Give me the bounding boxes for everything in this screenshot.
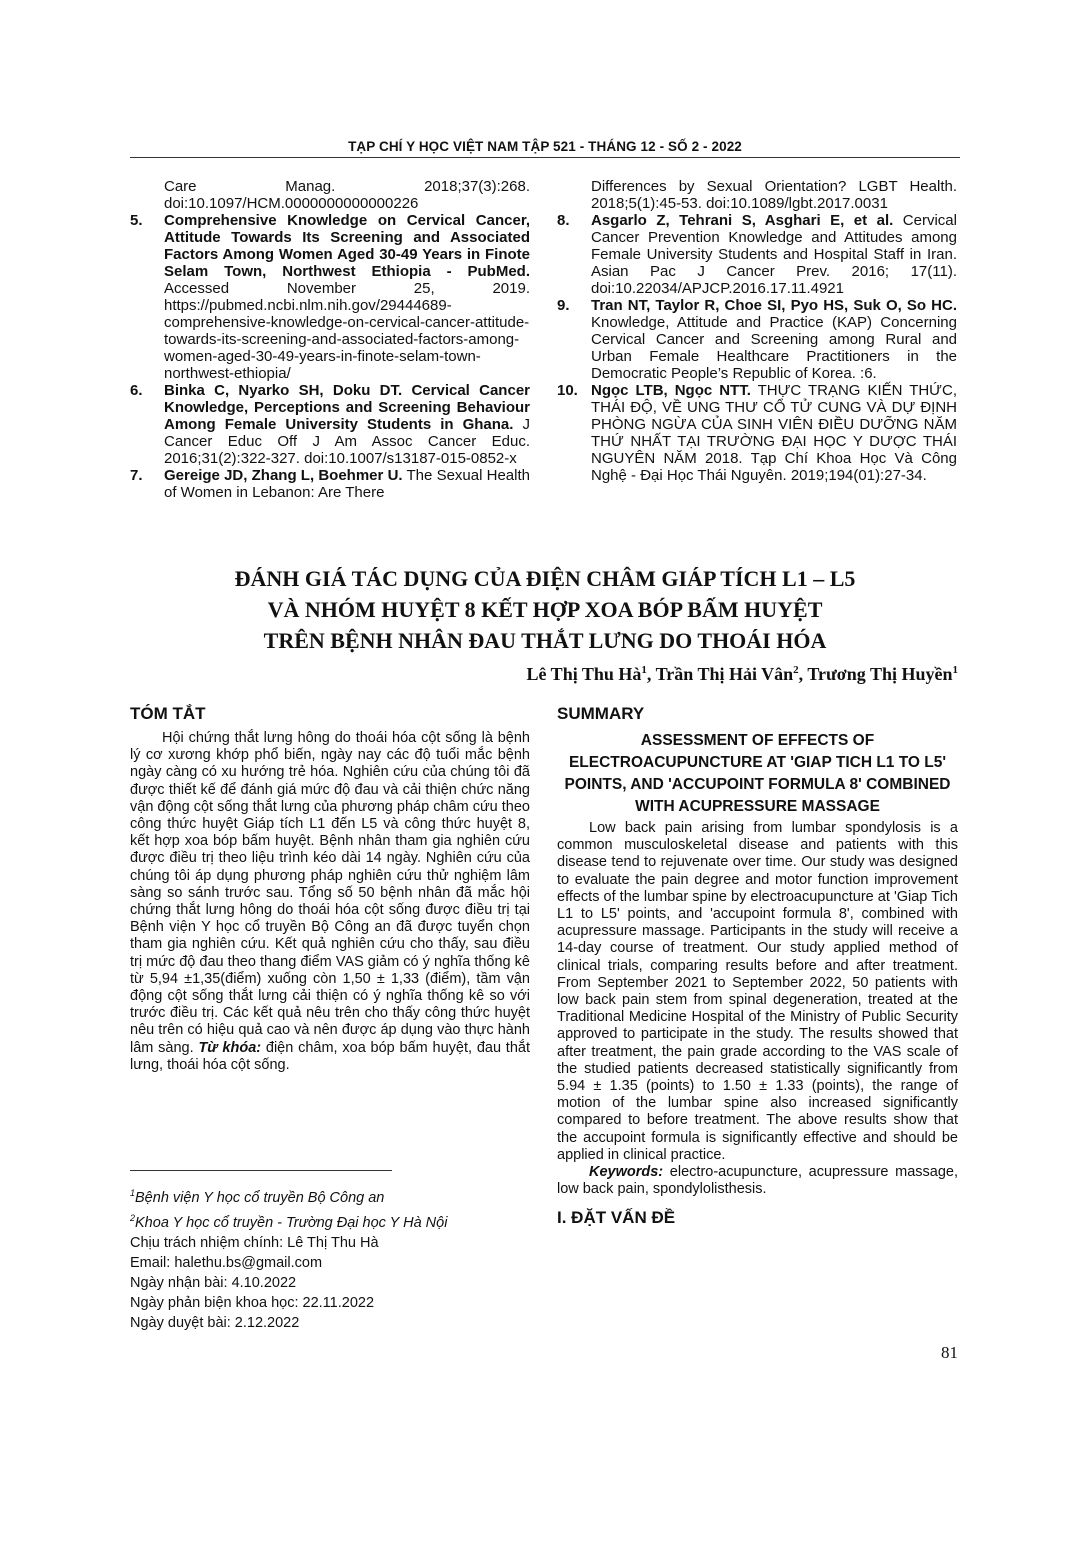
- reference-details: J Cancer Educ Off J Am Assoc Cancer Educ. 2016;31(2):322-327. doi:10.1007/s13187-015-0852-x: [164, 416, 530, 467]
- author-list: [130, 664, 958, 685]
- reference-item: [130, 382, 530, 467]
- author-separator: ,: [646, 664, 656, 684]
- header-divider: [130, 157, 960, 158]
- reference-number: 6.: [130, 382, 143, 399]
- keywords-label: Từ khóa:: [198, 1039, 262, 1056]
- reference-text: [591, 297, 957, 382]
- reference-details: Knowledge, Attitude and Practice (KAP) Concerning Cervical Cancer and Screening among Rural and Urban Female Healthcare Practitioners in the Democratic People’s Republic of Korea. :6.: [591, 314, 957, 382]
- author-separator: ,: [798, 664, 808, 684]
- reference-title: Comprehensive Knowledge on Cervical Cancer, Attitude Towards Its Screening and Associated Factors Among Women Aged 30-49 Years in Finote Selam Town, Northwest Ethiopia - PubMed.: [164, 212, 530, 280]
- summary-keywords: [557, 1164, 958, 1198]
- reference-number: 8.: [557, 212, 570, 229]
- article-title-line: ĐÁNH GIÁ TÁC DỤNG CỦA ĐIỆN CHÂM GIÁP TÍCH L1 – L5: [234, 566, 856, 591]
- reference-text: [591, 382, 957, 484]
- affiliation-note: [130, 1208, 530, 1233]
- section-heading-tom-tat: TÓM TẮT: [130, 704, 206, 723]
- page-number: 81: [941, 1343, 958, 1362]
- date-reviewed: Ngày phản biện khoa học: 22.11.2022: [130, 1294, 375, 1311]
- keywords-label: Keywords:: [589, 1164, 664, 1181]
- running-header: TẠP CHÍ Y HỌC VIỆT NAM TẬP 521 - THÁNG 12 - SỐ 2 - 2022: [348, 139, 742, 154]
- article-title-line: TRÊN BỆNH NHÂN ĐAU THẮT LƯNG DO THOÁI HÓA: [263, 628, 827, 653]
- reference-item: [557, 212, 957, 297]
- affiliation-mark: 1: [130, 1188, 136, 1198]
- article-title-line: VÀ NHÓM HUYỆT 8 KẾT HỢP XOA BÓP BẤM HUYỆT: [267, 597, 823, 622]
- author-name: Lê Thị Thu Hà: [526, 664, 642, 684]
- section-heading-introduction: I. ĐẶT VẤN ĐỀ: [557, 1208, 676, 1228]
- author-affiliation-mark: 1: [952, 664, 958, 676]
- references-right-column: [557, 178, 957, 484]
- reference-item: [130, 467, 530, 501]
- author-name: Trương Thị Huyền: [807, 664, 953, 684]
- date-received: Ngày nhận bài: 4.10.2022: [130, 1274, 297, 1291]
- reference-title: Ngọc LTB, Ngọc NTT.: [591, 382, 751, 399]
- footnotes: [130, 1183, 530, 1333]
- author-name: Trần Thị Hải Vân: [655, 664, 794, 684]
- keywords-text: điện châm, xoa bóp bấm huyệt, đau thắt lưng, thoái hóa cột sống.: [130, 1039, 530, 1073]
- reference-details: Accessed November 25, 2019. https://pubmed.ncbi.nlm.nih.gov/29444689-comprehensive-knowledge-on-cervical-cancer-attitude-towards-its-screening-and-associated-factors-among-women-aged-30-49-years-in-finote-selam-town-northwest-ethiopia/: [164, 280, 530, 382]
- article-title: [130, 563, 960, 656]
- reference-number: 9.: [557, 297, 570, 314]
- summary-body: Low back pain arising from lumbar spondylosis is a common musculoskeletal disease and patients with this disease tend to rejuvenate over time. Our study was designed to evaluate the pain degree and motor function improvement effects of the lumbar spine by electroacupuncture at 'Giap Tich L1 to L5' points, and 'accupoint formula 8', combined with acupressure massage. Participants in the study will receive a 14-day course of treatment. Our study applied method of clinical trials, comparing results before and after treatment. From September 2021 to September 2022, 50 patients with low back pain stem from spinal degeneration, treated at the Traditional Medicine Hospital of the Ministry of Public Security approved to participate in the study. The results showed that after treatment, the pain grade according to the VAS scale of the studied patients decreased statistically significantly from 5.94 ± 1.35 (points) to 1.50 ± 1.33 (points), the range of motion of the lumbar spine also increased significantly compared to before treatment. The above results show that the accupoint formula is significantly effective and should be applied in clinical practice.: [557, 820, 958, 1163]
- reference-title: Binka C, Nyarko SH, Doku DT. Cervical Cancer Knowledge, Perceptions and Screening Behaviour Among Female University Students in Ghana.: [164, 382, 530, 433]
- corresponding-author: Chịu trách nhiệm chính: Lê Thị Thu Hà: [130, 1234, 379, 1251]
- reference-item: [557, 297, 957, 382]
- reference-details: Cervical Cancer Prevention Knowledge and Attitudes among Female University Students and Hospital Staff in Iran. Asian Pac J Cancer Prev. 2016; 17(11). doi:10.22034/APJCP.2016.17.11.4921: [591, 212, 957, 297]
- reference-continuation: Differences by Sexual Orientation? LGBT Health. 2018;5(1):45-53. doi:10.1089/lgbt.2017.0031: [591, 178, 957, 212]
- reference-details: THỰC TRẠNG KIẾN THỨC, THÁI ĐỘ, VỀ UNG THƯ CỔ TỬ CUNG VÀ DỰ ĐỊNH PHÒNG NGỪA CỦA SINH VIÊN ĐIỀU DƯỠNG NĂM THỨ NHẤT TẠI TRƯỜNG ĐẠI HỌC Y DƯỢC THÁI NGUYÊN NĂM 2018. Tạp Chí Khoa Học Và Công Nghệ - Đại Học Thái Nguyên. 2019;194(01):27-34.: [591, 382, 957, 484]
- reference-title: Asgarlo Z, Tehrani S, Asghari E, et al.: [591, 212, 894, 229]
- reference-item: [130, 212, 530, 382]
- affiliation-text: Bệnh viện Y học cổ truyền Bộ Công an: [135, 1189, 385, 1206]
- keywords-text: electro-acupuncture, acupressure massage, low back pain, spondylolisthesis.: [557, 1164, 958, 1198]
- reference-text: [164, 212, 530, 382]
- reference-continuation: Care Manag. 2018;37(3):268. doi:10.1097/HCM.0000000000000226: [164, 178, 530, 212]
- affiliation-text: Khoa Y học cổ truyền - Trường Đại học Y Hà Nội: [135, 1214, 448, 1231]
- abstract-body-text: Hội chứng thắt lưng hông do thoái hóa cột sống là bệnh lý cơ xương khớp phổ biến, ngày nay các độ tuổi mắc bệnh ngày càng có xu hướng trẻ hóa. Nghiên cứu của chúng tôi đã được thiết kế để đánh giá mức độ đau và cải thiện chức năng vận động cột sống thắt lưng của phương pháp châm cứu theo công thức huyệt Giáp tích L1 đến L5 và công thức huyệt 8, kết hợp xoa bóp bấm huyệt. Bệnh nhân tham gia nghiên cứu được điều trị theo liệu trình kéo dài 14 ngày. Nghiên cứu của chúng tôi áp dụng phương pháp nghiên cứu thử nghiệm lâm sàng so sánh trước sau. Tổng số 50 bệnh nhân đã mắc hội chứng thắt lưng hông do thoái hóa cột sống được điều trị tại Bệnh viện Y học cổ truyền Bộ Công an đã được tuyển chọn tham gia nghiên cứu. Kết quả nghiên cứu cho thấy, sau điều trị mức độ đau theo thang điểm VAS giảm có ý nghĩa thống kê từ 5,94 ±1,35(điểm) xuống còn 1,50 ± 1,33 (điểm), tầm vận động cột sống thắt lưng cải thiện có ý nghĩa thống kê so với trước điều trị. Các kết quả nêu trên cho thấy công thức huyệt nêu trên có hiệu quả cao và nên được áp dụng vào thực hành lâm sàng.: [130, 730, 530, 1056]
- affiliation-mark: 2: [130, 1212, 136, 1223]
- abstract-vietnamese: [130, 704, 530, 1074]
- summary-english: [557, 704, 958, 1228]
- reference-text: [591, 212, 957, 297]
- references-left-column: [130, 178, 530, 501]
- reference-number: 7.: [130, 467, 143, 484]
- reference-number: 5.: [130, 212, 143, 229]
- affiliation-note: [130, 1183, 530, 1208]
- date-accepted: Ngày duyệt bài: 2.12.2022: [130, 1314, 300, 1331]
- reference-details: The Sexual Health of Women in Lebanon: Are There: [164, 467, 530, 501]
- section-heading-summary: SUMMARY: [557, 704, 645, 723]
- reference-item: [557, 382, 957, 484]
- author-affiliation-mark: 1: [641, 664, 647, 676]
- reference-number: 10.: [557, 382, 578, 399]
- reference-text: [164, 467, 530, 501]
- reference-title: Gereige JD, Zhang L, Boehmer U.: [164, 467, 403, 484]
- author-affiliation-mark: 2: [793, 664, 799, 676]
- reference-text: [164, 382, 530, 467]
- contact-email: Email: halethu.bs@gmail.com: [130, 1254, 323, 1271]
- abstract-body: [130, 730, 530, 1074]
- reference-title: Tran NT, Taylor R, Choe SI, Pyo HS, Suk O, So HC.: [591, 297, 957, 314]
- footnote-divider: [130, 1170, 392, 1171]
- summary-title: ASSESSMENT OF EFFECTS OF ELECTROACUPUNCTURE AT 'GIAP TICH L1 TO L5' POINTS, AND 'ACCUPOINT FORMULA 8' COMBINED WITH ACUPRESSURE MASSAGE: [564, 732, 951, 815]
